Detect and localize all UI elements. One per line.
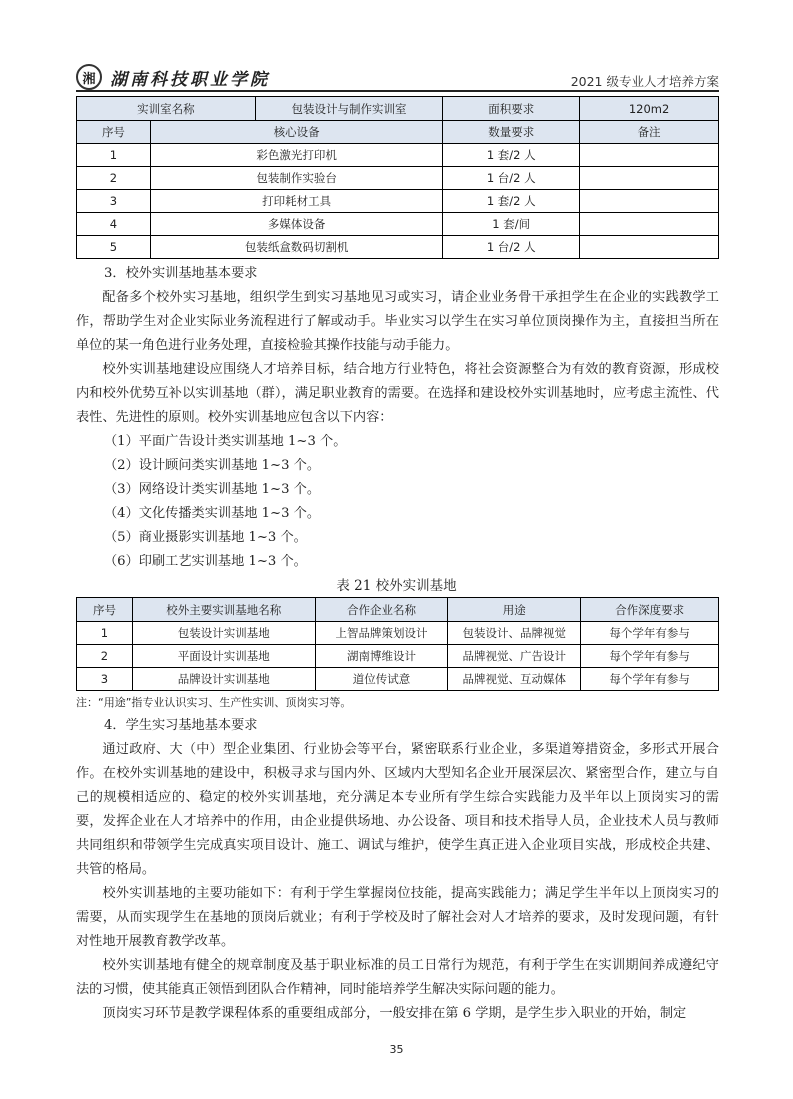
column-header: 序号 [77, 121, 151, 144]
column-header-row [77, 598, 719, 622]
table-cell: 平面设计实训基地 [132, 645, 315, 668]
table-cell: 1 台/2 人 [443, 236, 580, 259]
area-value: 120m2 [580, 97, 719, 121]
lab-name-label: 实训室名称 [77, 97, 256, 121]
table-cell: 1 [77, 622, 133, 645]
off-campus-base-table [76, 597, 719, 691]
table-cell [580, 167, 719, 190]
lab-equipment-table [76, 96, 719, 259]
table-cell: 1 台/2 人 [443, 167, 580, 190]
table-cell: 1 套/2 人 [443, 144, 580, 167]
column-header: 用途 [448, 598, 581, 622]
table-header-row [77, 97, 719, 121]
area-label: 面积要求 [443, 97, 580, 121]
paragraph: 配备多个校外实习基地，组织学生到实习基地见习或实习，请企业业务骨干承担学生在企业的实践教学工作，帮助学生对企业实际业务流程进行了解或动手。毕业实习以学生在实习单位顶岗操作为主，直接担当所在单位的某一角色进行业务处理，直接检验其操作技能与动手能力。 [76, 290, 719, 353]
table-cell: 彩色激光打印机 [150, 144, 442, 167]
table-cell [580, 190, 719, 213]
document-title: 2021 级专业人才培养方案 [570, 74, 719, 89]
table-cell: 包装纸盒数码切割机 [150, 236, 442, 259]
paragraph: 校外实训基地的主要功能如下：有利于学生掌握岗位技能，提高实践能力；满足学生半年以上顶岗实习的需要，从而实现学生在基地的顶岗后就业；有利于学校及时了解社会对人才培养的要求，及时发现问题，有针对性地开展教育教学改革。 [76, 886, 719, 949]
table-cell: 品牌视觉、互动媒体 [448, 668, 581, 691]
table-cell [580, 213, 719, 236]
table-cell: 2 [77, 167, 151, 190]
table-cell: 包装制作实验台 [150, 167, 442, 190]
page-header [76, 62, 719, 92]
table-cell: 1 套/间 [443, 213, 580, 236]
table-cell: 包装设计实训基地 [132, 622, 315, 645]
table-row [77, 167, 719, 190]
page-number: 35 [389, 1043, 404, 1056]
table-cell: 湖南博维设计 [315, 645, 448, 668]
list-item: （2）设计顾问类实训基地 1~3 个。 [104, 458, 321, 473]
table-cell: 包装设计、品牌视觉 [448, 622, 581, 645]
table-cell: 多媒体设备 [150, 213, 442, 236]
table-row [77, 213, 719, 236]
table-cell: 3 [77, 668, 133, 691]
column-header: 合作深度要求 [581, 598, 719, 622]
table-cell: 品牌视觉、广告设计 [448, 645, 581, 668]
table-cell: 每个学年有参与 [581, 622, 719, 645]
lab-name-value: 包装设计与制作实训室 [255, 97, 443, 121]
header-divider [76, 90, 719, 92]
table-row [77, 190, 719, 213]
table-row [77, 668, 719, 691]
paragraph: 通过政府、大（中）型企业集团、行业协会等平台，紧密联系行业企业，多渠道筹措资金，多形式开展合作。在校外实训基地的建设中，积极寻求与国内外、区域内大型知名企业开展深层次、紧密型合作，建立与自己的规模相适应的、稳定的校外实训基地，充分满足本专业所有学生综合实践能力及半年以上顶岗实习的需要，发挥企业在人才培养中的作用，由企业提供场地、办公设备、项目和技术指导人员，企业技术人员与教师共同组织和带领学生完成真实项目设计、施工、调试与维护，使学生真正进入企业项目实战，形成校企共建、共管的格局。 [76, 742, 719, 877]
college-logo [76, 64, 270, 90]
table-row [77, 645, 719, 668]
column-header: 备注 [580, 121, 719, 144]
table-cell: 品牌设计实训基地 [132, 668, 315, 691]
table-cell [580, 236, 719, 259]
table-cell: 每个学年有参与 [581, 645, 719, 668]
column-header: 合作企业名称 [315, 598, 448, 622]
table-note: 注：“用途”指专业认识实习、生产性实训、顶岗实习等。 [76, 696, 352, 709]
column-header: 序号 [77, 598, 133, 622]
section-heading: 4．学生实习基地基本要求 [104, 718, 258, 733]
table-cell: 每个学年有参与 [581, 668, 719, 691]
table-caption: 表 21 校外实训基地 [336, 578, 457, 594]
section-heading: 3．校外实训基地基本要求 [104, 266, 258, 281]
column-header: 核心设备 [150, 121, 442, 144]
college-seal-icon: 湘 [76, 64, 102, 90]
table-cell: 1 [77, 144, 151, 167]
column-header: 校外主要实训基地名称 [132, 598, 315, 622]
college-name: 湖南科技职业学院 [110, 69, 270, 90]
table-row [77, 144, 719, 167]
table-cell: 1 套/2 人 [443, 190, 580, 213]
table-cell: 5 [77, 236, 151, 259]
table-row [77, 622, 719, 645]
table-row [77, 236, 719, 259]
list-item: （1）平面广告设计类实训基地 1~3 个。 [104, 434, 347, 449]
list-item: （5）商业摄影实训基地 1~3 个。 [104, 530, 307, 545]
table-cell: 4 [77, 213, 151, 236]
paragraph: 顶岗实习环节是教学课程体系的重要组成部分，一般安排在第 6 学期，是学生步入职业的开始，制定 [102, 1006, 687, 1021]
column-header: 数量要求 [443, 121, 580, 144]
list-item: （6）印刷工艺实训基地 1~3 个。 [104, 554, 307, 569]
paragraph: 校外实训基地建设应围绕人才培养目标，结合地方行业特色，将社会资源整合为有效的教育资源，形成校内和校外优势互补以实训基地（群），满足职业教育的需要。在选择和建设校外实训基地时，应考虑主流性、代表性、先进性的原则。校外实训基地应包含以下内容： [76, 362, 719, 425]
table-cell: 上智品牌策划设计 [315, 622, 448, 645]
table-cell [580, 144, 719, 167]
table-cell: 3 [77, 190, 151, 213]
paragraph: 校外实训基地有健全的规章制度及基于职业标准的员工日常行为规范，有利于学生在实训期间养成遵纪守法的习惯，使其能真正领悟到团队合作精神，同时能培养学生解决实际问题的能力。 [76, 958, 719, 997]
table-cell: 2 [77, 645, 133, 668]
table-cell: 打印耗材工具 [150, 190, 442, 213]
list-item: （3）网络设计类实训基地 1~3 个。 [104, 482, 321, 497]
table-cell: 道位传试意 [315, 668, 448, 691]
list-item: （4）文化传播类实训基地 1~3 个。 [104, 506, 321, 521]
column-header-row [77, 121, 719, 144]
